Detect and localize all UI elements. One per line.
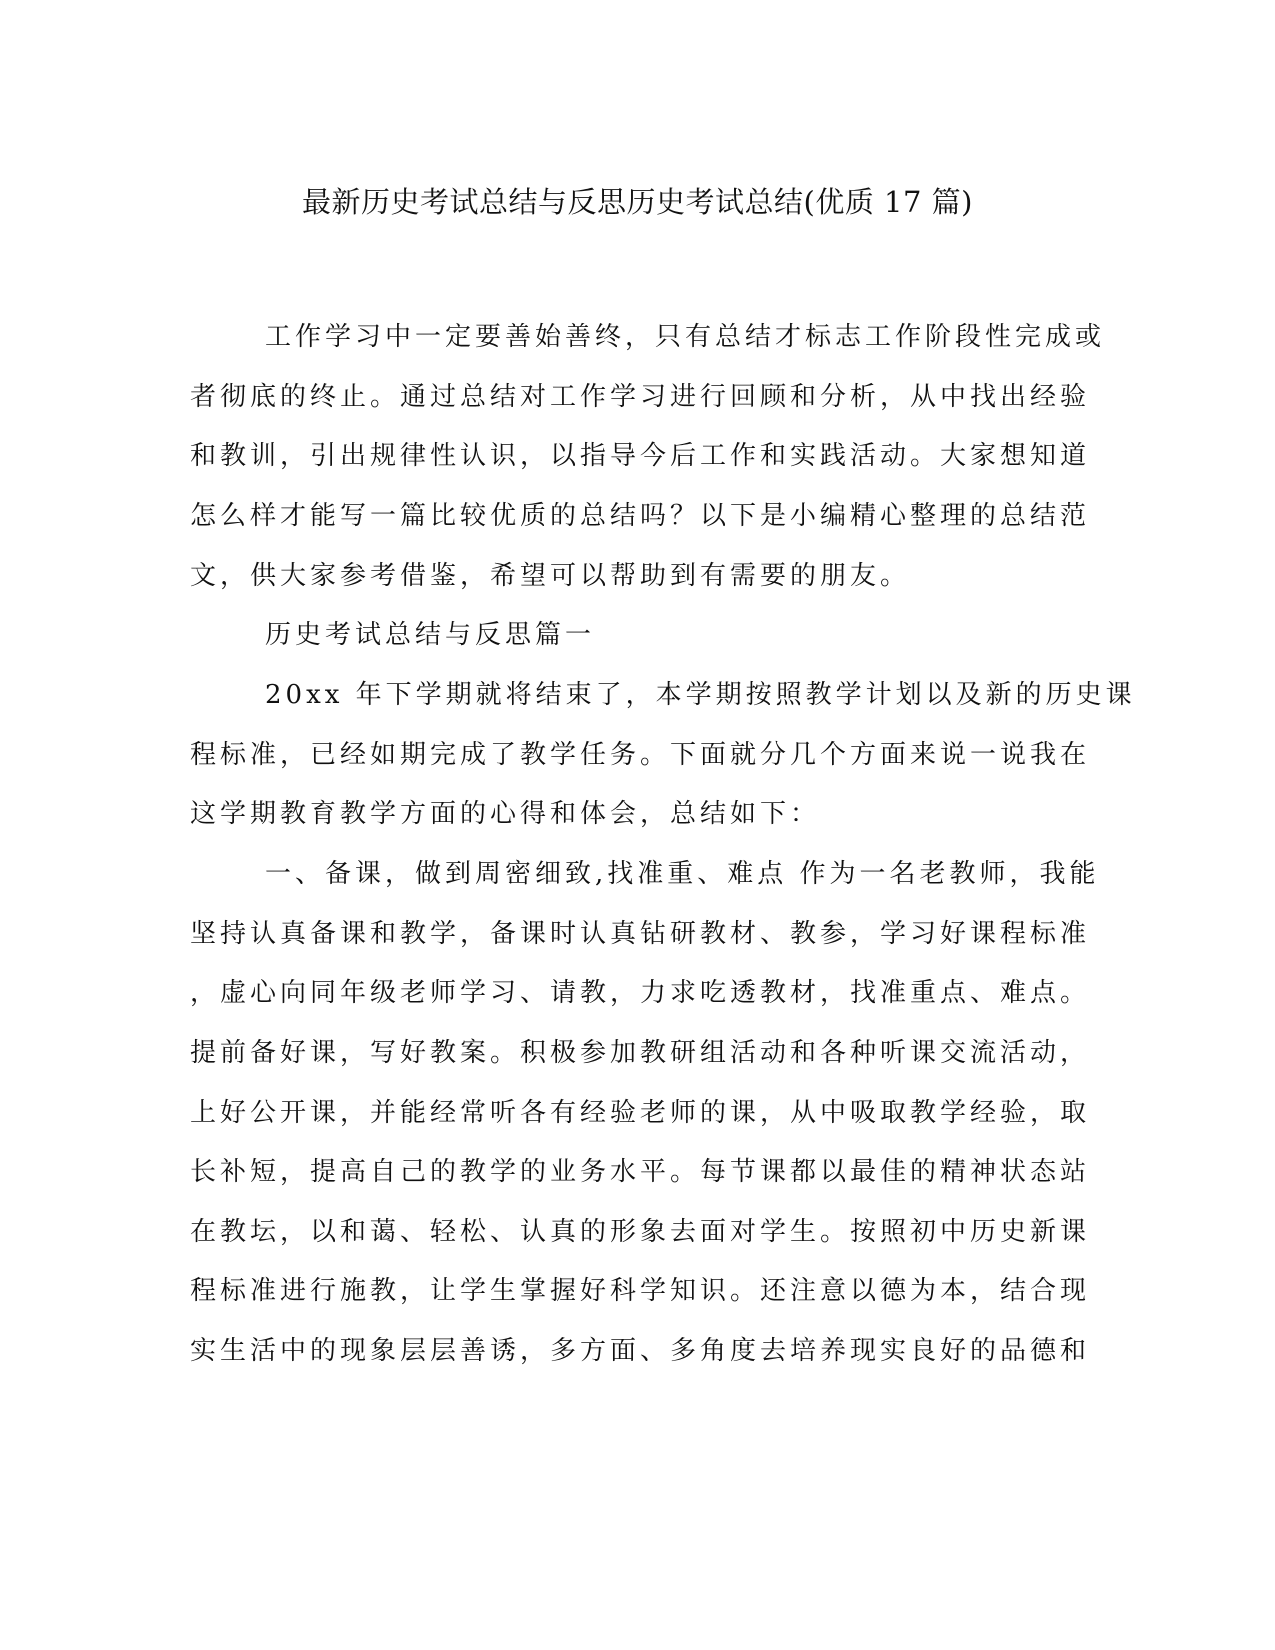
paragraph-line: 工作学习中一定要善始善终，只有总结才标志工作阶段性完成或 [265,322,1106,352]
paragraph-line: 坚持认真备课和教学，备课时认真钻研教材、教参，学习好课程标准 [190,919,1091,949]
section-heading: 历史考试总结与反思篇一 [265,620,596,650]
paragraph-line: 程标准，已经如期完成了教学任务。下面就分几个方面来说一说我在 [190,740,1091,770]
paragraph-line: 20xx 年下学期就将结束了，本学期按照教学计划以及新的历史课 [265,680,1136,710]
paragraph-line: 怎么样才能写一篇比较优质的总结吗？以下是小编精心整理的总结范 [190,501,1091,531]
paragraph-line: 长补短，提高自己的教学的业务水平。每节课都以最佳的精神状态站 [190,1157,1091,1187]
document-title: 最新历史考试总结与反思历史考试总结(优质 17 篇) [302,185,973,219]
paragraph-line: 者彻底的终止。通过总结对工作学习进行回顾和分析，从中找出经验 [190,382,1091,412]
paragraph-line: 程标准进行施教，让学生掌握好科学知识。还注意以德为本，结合现 [190,1276,1091,1306]
paragraph-line: 文，供大家参考借鉴，希望可以帮助到有需要的朋友。 [190,561,911,591]
paragraph-line: 在教坛，以和蔼、轻松、认真的形象去面对学生。按照初中历史新课 [190,1217,1091,1247]
paragraph-line: 一、备课，做到周密细致,找准重、难点 作为一名老教师，我能 [265,859,1100,889]
paragraph-line: 和教训，引出规律性认识，以指导今后工作和实践活动。大家想知道 [190,441,1091,471]
paragraph-line: 这学期教育教学方面的心得和体会，总结如下： [190,799,821,829]
paragraph-line: 提前备好课，写好教案。积极参加教研组活动和各种听课交流活动， [190,1038,1091,1068]
paragraph-line: 上好公开课，并能经常听各有经验老师的课，从中吸取教学经验，取 [190,1098,1091,1128]
paragraph-line: ，虚心向同年级老师学习、请教，力求吃透教材，找准重点、难点。 [190,978,1091,1008]
paragraph-line: 实生活中的现象层层善诱，多方面、多角度去培养现实良好的品德和 [190,1336,1091,1366]
